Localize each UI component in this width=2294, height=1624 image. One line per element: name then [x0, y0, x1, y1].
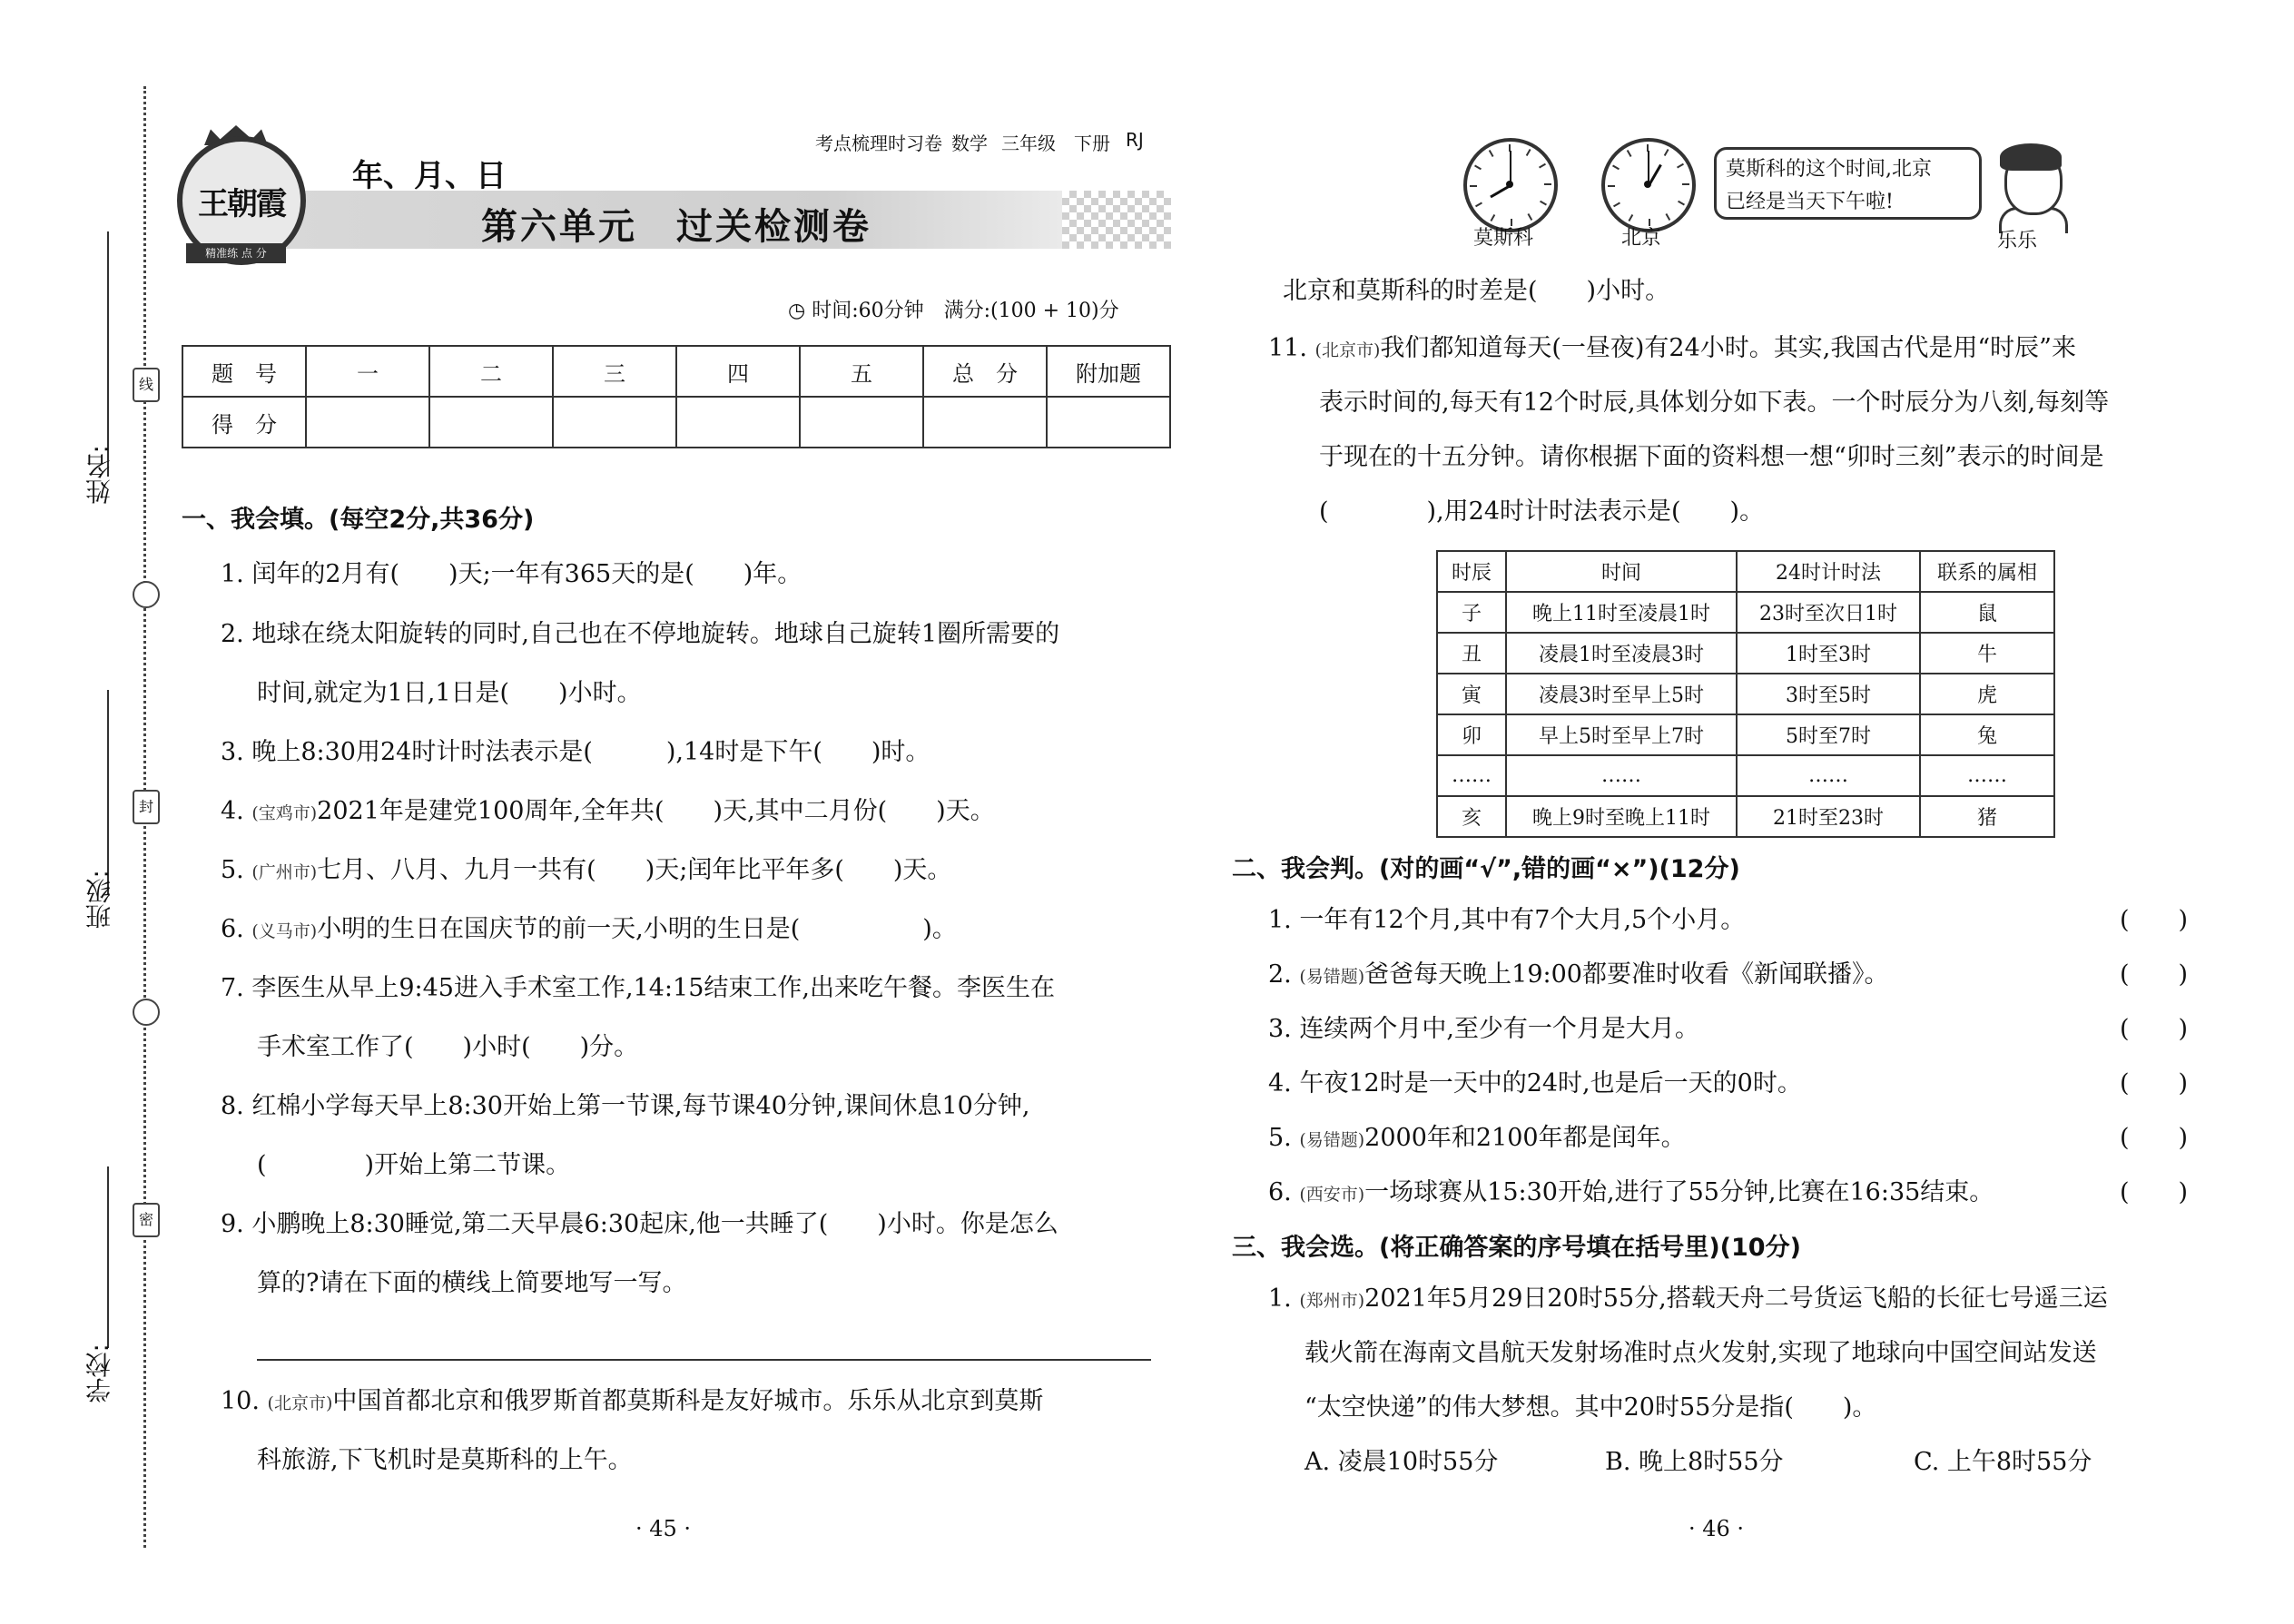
- table-cell: ……: [1737, 755, 1920, 796]
- judge-text: 午夜12时是一天中的24时,也是后一天的0时。: [1299, 1069, 1802, 1097]
- page-number-right: · 46 ·: [1689, 1516, 1745, 1541]
- score-row-label: 得 分: [182, 397, 306, 448]
- q3: 3. 晚上8:30用24时计时法表示是( ),14时是下午( )时。: [221, 738, 930, 766]
- clock-tick: [1627, 150, 1632, 157]
- binding-tag-mi: 密: [133, 1203, 160, 1237]
- shichen-header-cell: 联系的属相: [1920, 551, 2054, 592]
- table-row: [1437, 674, 2054, 714]
- volume: 下册: [1074, 133, 1110, 154]
- s3-q1-text: 2021年5月29日20时55分,搭载天舟二号货运飞船的长征七号遥三运: [1364, 1284, 2108, 1313]
- table-row: [1437, 633, 2054, 674]
- judge-item: [1268, 958, 1888, 994]
- clock-tick: [1677, 163, 1684, 169]
- clock-tick: [1666, 213, 1671, 221]
- q10-line2: 科旅游,下飞机时是莫斯科的上午。: [257, 1446, 633, 1474]
- shichen-header-cell: 24时计时法: [1737, 551, 1920, 592]
- score-blank[interactable]: [923, 397, 1047, 448]
- speech-bubble: [1714, 147, 1982, 220]
- shichen-header-cell: 时间: [1506, 551, 1737, 592]
- clock-tick: [1540, 201, 1547, 206]
- judge-answer-bracket[interactable]: ( ): [2120, 1069, 2189, 1097]
- score-blank[interactable]: [800, 397, 923, 448]
- q11-text: 我们都知道每天(一昼夜)有24小时。其实,我国古代是用“时辰”来: [1380, 334, 2076, 362]
- q6-number: 6.: [221, 915, 252, 943]
- bubble-line-2: 已经是当天下午啦!: [1726, 191, 1894, 213]
- q9-line2: 算的?请在下面的横线上简要地写一写。: [257, 1269, 687, 1297]
- q5: [221, 853, 951, 890]
- score-blank[interactable]: [429, 397, 553, 448]
- q11-line1: [1268, 331, 2076, 368]
- shichen-header-cell: 时辰: [1437, 551, 1506, 592]
- judge-text: 2000年和2100年都是闰年。: [1364, 1124, 1686, 1152]
- judge-answer-bracket[interactable]: ( ): [2120, 1124, 2189, 1152]
- table-cell: 猪: [1920, 796, 2054, 837]
- score-cell: 三: [553, 346, 676, 397]
- boy-hair: [2000, 143, 2062, 171]
- table-cell: 虎: [1920, 674, 2054, 714]
- q9-answer-line[interactable]: [257, 1359, 1151, 1361]
- binding-circle-2: [133, 999, 160, 1026]
- date-label: 年、月、日: [352, 158, 507, 194]
- table-cell: ……: [1437, 755, 1506, 796]
- judge-text: 连续两个月中,至少有一个月是大月。: [1299, 1015, 1699, 1043]
- q8-line1: 8. 红棉小学每天早上8:30开始上第一节课,每节课40分钟,课间休息10分钟,: [221, 1092, 1030, 1120]
- q7-line2: 手术室工作了( )小时( )分。: [257, 1033, 639, 1061]
- judge-number: 2.: [1268, 960, 1300, 989]
- clock-tick: [1613, 202, 1620, 208]
- clock-tick: [1608, 185, 1615, 187]
- clock-tick: [1682, 183, 1689, 185]
- school-blank-line: [107, 1166, 109, 1348]
- table-cell: 卯: [1437, 714, 1506, 755]
- table-cell: 凌晨1时至凌晨3时: [1506, 633, 1737, 674]
- judge-answer-bracket[interactable]: ( ): [2120, 960, 2189, 989]
- clock-tick: [1474, 165, 1482, 171]
- binding-tag-xian: 线: [133, 368, 160, 402]
- table-cell: 子: [1437, 592, 1506, 633]
- judge-answer-bracket[interactable]: ( ): [2120, 1015, 2189, 1043]
- boy-label: 乐乐: [1997, 230, 2038, 252]
- section2-heading: 二、我会判。(对的画“√”,错的画“×”)(12分): [1232, 855, 1740, 883]
- score-cell: 二: [429, 346, 553, 397]
- option-b[interactable]: B. 晚上8时55分: [1605, 1448, 1784, 1476]
- subject: 数学: [951, 133, 988, 154]
- q7-line1: 7. 李医生从早上9:45进入手术室工作,14:15结束工作,出来吃午餐。李医生在: [221, 974, 1055, 1002]
- q5-number: 5.: [221, 856, 252, 884]
- q2-line1: 2. 地球在绕太阳旋转的同时,自己也在不停地旋转。地球自己旋转1圈所需要的: [221, 620, 1060, 648]
- judge-source: (易错题): [1299, 1130, 1365, 1150]
- table-cell: 牛: [1920, 633, 2054, 674]
- table-cell: 早上5时至早上7时: [1506, 714, 1737, 755]
- table-cell: ……: [1920, 755, 2054, 796]
- judge-text: 一场球赛从15:30开始,进行了55分钟,比赛在16:35结束。: [1364, 1178, 1994, 1206]
- score-table-score-row: [182, 397, 1170, 448]
- q11-line4: ( ),用24时计时法表示是( )。: [1319, 497, 1765, 526]
- q6: [221, 912, 957, 949]
- q10-source: (北京市): [267, 1393, 333, 1413]
- binding-circle-1: [133, 581, 160, 608]
- table-row: [1437, 755, 2054, 796]
- table-cell: 凌晨3时至早上5时: [1506, 674, 1737, 714]
- moscow-clock-label: 莫斯科: [1473, 227, 1534, 250]
- q4-number: 4.: [221, 797, 252, 825]
- bubble-line-1: 莫斯科的这个时间,北京: [1726, 158, 1932, 181]
- q4-text: 2021年是建党100周年,全年共( )天,其中二月份( )天。: [317, 797, 995, 825]
- clock-tick: [1539, 163, 1546, 169]
- q5-source: (广州市): [251, 862, 318, 882]
- moscow-clock-icon: [1463, 138, 1558, 232]
- section3-heading: 三、我会选。(将正确答案的序号填在括号里)(10分): [1232, 1234, 1801, 1262]
- score-cell: 附加题: [1047, 346, 1170, 397]
- judge-number: 4.: [1268, 1069, 1300, 1097]
- s3-q1-line1: [1268, 1282, 2108, 1318]
- table-row: [1437, 714, 2054, 755]
- clock-tick: [1491, 214, 1496, 221]
- q8-line2: ( )开始上第二节课。: [257, 1151, 571, 1179]
- table-cell: 晚上9时至晚上11时: [1506, 796, 1737, 837]
- judge-item: [1268, 1121, 1686, 1157]
- edition: RJ: [1126, 129, 1144, 151]
- clock-center: [1644, 181, 1651, 188]
- q11-line2: 表示时间的,每天有12个时辰,具体划分如下表。一个时辰分为八刻,每刻等: [1319, 389, 2110, 417]
- table-cell: 鼠: [1920, 592, 2054, 633]
- q9-line1: 9. 小鹏晚上8:30睡觉,第二天早晨6:30起床,他一共睡了( )小时。你是怎么: [221, 1210, 1058, 1238]
- class-label: 班级:: [84, 870, 114, 930]
- q4-source: (宝鸡市): [251, 803, 318, 823]
- series-name: 考点梳理时习卷: [815, 133, 942, 154]
- score-table-header-row: [182, 346, 1170, 397]
- q11-source: (北京市): [1314, 340, 1381, 360]
- title-banner-pattern: [1062, 191, 1171, 249]
- judge-item: [1268, 1067, 1802, 1101]
- beijing-clock-icon: [1601, 138, 1696, 232]
- table-cell: 亥: [1437, 796, 1506, 837]
- shichen-table: [1436, 550, 2055, 838]
- name-blank-line: [107, 231, 109, 477]
- q10-line1: [221, 1384, 1043, 1421]
- judge-item: [1268, 1176, 1994, 1212]
- score-cell: 四: [676, 346, 800, 397]
- page-number-left: · 45 ·: [635, 1516, 692, 1541]
- q1: 1. 闰年的2月有( )天;一年有365天的是( )年。: [221, 560, 802, 588]
- q2-line2: 时间,就定为1日,1日是( )小时。: [257, 679, 642, 707]
- table-cell: 晚上11时至凌晨1时: [1506, 592, 1737, 633]
- table-cell: 3时至5时: [1737, 674, 1920, 714]
- s3-q1-line3: “太空快递”的伟大梦想。其中20时55分是指( )。: [1305, 1393, 1877, 1422]
- q6-text: 小明的生日在国庆节的前一天,小明的生日是( )。: [317, 915, 957, 943]
- judge-answer-bracket[interactable]: ( ): [2120, 1178, 2189, 1206]
- q4: [221, 794, 995, 831]
- s3-q1-number: 1.: [1268, 1284, 1300, 1313]
- q5-text: 七月、八月、九月一共有( )天;闰年比平年多( )天。: [317, 856, 952, 884]
- option-c[interactable]: C. 上午8时55分: [1914, 1448, 2092, 1476]
- table-cell: 5时至7时: [1737, 714, 1920, 755]
- section1-heading: 一、我会填。(每空2分,共36分): [182, 506, 535, 534]
- clock-tick: [1612, 165, 1620, 171]
- s3-q1-source: (郑州市): [1299, 1291, 1365, 1311]
- table-cell: 丑: [1437, 633, 1506, 674]
- time-score-info: ◷ 时间:60分钟 满分:(100 + 10)分: [788, 300, 1119, 322]
- score-cell: 一: [306, 346, 429, 397]
- score-blank[interactable]: [553, 397, 676, 448]
- table-row: [1437, 796, 2054, 837]
- clock-tick: [1475, 202, 1482, 208]
- table-cell: 寅: [1437, 674, 1506, 714]
- clock-tick: [1528, 213, 1533, 221]
- grade: 三年级: [1001, 133, 1056, 154]
- school-label: 学校:: [84, 1343, 114, 1403]
- judge-text: 爸爸每天晚上19:00都要准时收看《新闻联播》。: [1364, 960, 1889, 989]
- table-cell: 21时至23时: [1737, 796, 1920, 837]
- clock-tick: [1664, 149, 1669, 156]
- brand-ribbon: 精准练 点 分: [186, 243, 286, 263]
- score-cell: 题 号: [182, 346, 306, 397]
- q10-line3: 北京和莫斯科的时差是( )小时。: [1283, 277, 1670, 305]
- judge-number: 1.: [1268, 906, 1300, 934]
- q11-number: 11.: [1268, 334, 1315, 362]
- q10-number: 10.: [221, 1387, 268, 1415]
- judge-number: 3.: [1268, 1015, 1300, 1043]
- judge-number: 5.: [1268, 1124, 1300, 1152]
- judge-number: 6.: [1268, 1178, 1300, 1206]
- score-cell: 总 分: [923, 346, 1047, 397]
- table-cell: 兔: [1920, 714, 2054, 755]
- class-blank-line: [107, 690, 109, 894]
- clock-center: [1506, 181, 1513, 188]
- clock-tick: [1678, 201, 1685, 206]
- clock-tick: [1544, 183, 1551, 185]
- binding-tag-feng: 封: [133, 790, 160, 824]
- judge-item: [1268, 903, 1745, 938]
- shichen-header-row: [1437, 551, 2054, 592]
- q6-source: (义马市): [251, 921, 318, 941]
- brand-logo-text: 王朝霞: [198, 185, 285, 222]
- score-blank[interactable]: [1047, 397, 1170, 448]
- judge-source: (易错题): [1299, 967, 1365, 987]
- clock-tick: [1470, 185, 1477, 187]
- clock-tick: [1489, 150, 1494, 157]
- table-cell: ……: [1506, 755, 1737, 796]
- score-table: [182, 345, 1171, 448]
- page-title: 第六单元 过关检测卷: [481, 206, 871, 248]
- judge-answer-bracket[interactable]: ( ): [2120, 906, 2189, 934]
- s3-q1-line2: 载火箭在海南文昌航天发射场准时点火发射,实现了地球向中国空间站发送: [1305, 1339, 2097, 1367]
- judge-item: [1268, 1012, 1699, 1047]
- beijing-clock-label: 北京: [1621, 227, 1662, 250]
- q10-text: 中国首都北京和俄罗斯首都莫斯科是友好城市。乐乐从北京到莫斯: [332, 1387, 1044, 1415]
- table-row: [1437, 592, 2054, 633]
- clock-tick: [1526, 149, 1531, 156]
- score-blank[interactable]: [676, 397, 800, 448]
- name-label: 姓名:: [84, 445, 114, 505]
- q11-line3: 于现在的十五分钟。请你根据下面的资料想一想“卯时三刻”表示的时间是: [1319, 443, 2104, 471]
- judge-text: 一年有12个月,其中有7个大月,5个小月。: [1299, 906, 1746, 934]
- table-cell: 23时至次日1时: [1737, 592, 1920, 633]
- score-blank[interactable]: [306, 397, 429, 448]
- score-cell: 五: [800, 346, 923, 397]
- clock-tick: [1629, 214, 1634, 221]
- judge-source: (西安市): [1299, 1185, 1365, 1205]
- table-cell: 1时至3时: [1737, 633, 1920, 674]
- option-a[interactable]: A. 凌晨10时55分: [1305, 1448, 1499, 1476]
